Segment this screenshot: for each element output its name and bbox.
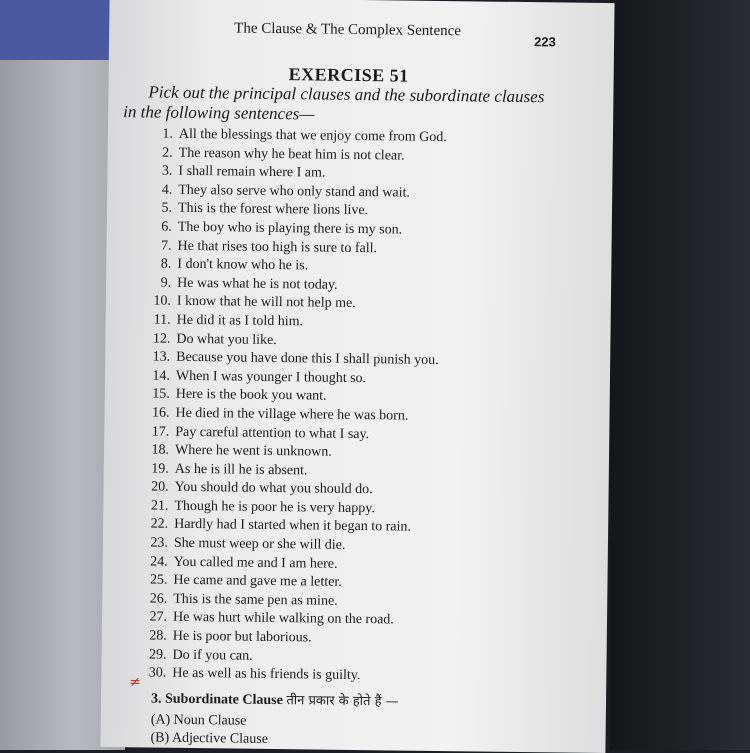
sentence-text: He was what he is not today.	[177, 275, 338, 293]
sentence-text: He did it as I told him.	[176, 312, 304, 330]
sentence-text: The reason why he beat him is not clear.	[178, 145, 405, 164]
sentence-number: 12.	[152, 331, 171, 347]
sentence-text: He is poor but laborious.	[172, 628, 312, 646]
section-heading-text: 3. Subordinate Clause	[150, 691, 283, 709]
sentence-number: 28.	[149, 628, 167, 644]
instruction-line-2: in the following sentences—	[123, 102, 315, 124]
sentence-number: 22.	[150, 516, 169, 533]
sentence-text: She must weep or she will die.	[173, 535, 346, 553]
sentence-text: Hardly had I started when it began to rain.	[174, 517, 411, 536]
sentence-text: Here is the book you want.	[175, 387, 327, 404]
sentence-text: When I was younger I thought so.	[175, 368, 367, 386]
sentence-text: This is the forest where lions live.	[177, 201, 369, 219]
sentence-text: I don't know who he is.	[177, 256, 309, 274]
clause-type-item: (B) Adjective Clause	[150, 730, 269, 747]
book-page	[100, 0, 614, 753]
clause-type-list	[150, 712, 268, 749]
sentence-number: 13.	[152, 349, 171, 365]
sentence-text: Because you have done this I shall punish you.	[176, 349, 439, 369]
sentence-number: 24.	[150, 554, 168, 570]
sentence-number: 20.	[151, 479, 169, 495]
sentence-number: 4.	[161, 182, 173, 198]
sentence-number: 7.	[160, 238, 172, 254]
sentence-number: 19.	[151, 461, 169, 477]
sentence-number: 30.	[148, 665, 167, 681]
dark-background	[610, 0, 750, 750]
sentence-number: 9.	[160, 275, 172, 291]
sentence-number: 3.	[161, 163, 173, 179]
sentence-number: 6.	[161, 219, 172, 235]
sentence-text: The boy who is playing there is my son.	[177, 219, 403, 238]
sentence-number: 17.	[151, 423, 170, 440]
sentence-number: 26.	[149, 591, 168, 607]
sentence-text: Do if you can.	[172, 647, 253, 664]
sentence-number: 1.	[162, 126, 174, 142]
sentence-number: 25.	[149, 572, 168, 588]
sentence-text: Though he is poor he is very happy.	[174, 498, 375, 517]
sentence-number: 8.	[160, 256, 172, 272]
exercise-title: EXERCISE 51	[288, 64, 409, 86]
section-heading	[151, 689, 399, 711]
sentence-number: 21.	[150, 498, 169, 514]
sentence-item	[141, 665, 541, 688]
sentence-text: Where he went is unknown.	[174, 442, 332, 460]
sentence-text: This is the same pen as mine.	[173, 591, 338, 609]
running-header: The Clause & The Complex Sentence	[234, 20, 462, 40]
sentence-number: 2.	[162, 145, 173, 161]
sentence-number: 23.	[150, 535, 169, 551]
sentence-text: He that rises too high is sure to fall.	[177, 238, 378, 256]
pen-mark: ≠	[129, 674, 142, 691]
sentence-number: 5.	[161, 200, 173, 217]
sentence-text: You called me and I am here.	[173, 554, 338, 572]
sentence-number: 27.	[149, 609, 168, 626]
sentence-text: Do what you like.	[176, 331, 277, 348]
sentence-text: I know that he will not help me.	[176, 294, 356, 312]
sentence-text: As he is ill he is absent.	[174, 461, 308, 479]
sentence-text: I shall remain where I am.	[178, 163, 326, 181]
sentence-text: Pay careful attention to what I say.	[175, 424, 370, 442]
sentence-text: He was hurt while walking on the road.	[172, 610, 394, 628]
sentence-text: He as well as his friends is guilty.	[172, 665, 361, 684]
sentence-text: He died in the village where he was born.	[175, 405, 409, 424]
section-heading-hindi: तीन प्रकार के होते हैं —	[286, 693, 399, 710]
sentence-text: They also serve who only stand and wait.	[178, 182, 411, 201]
sentence-number: 10.	[153, 293, 171, 310]
sentence-text: You should do what you should do.	[174, 480, 373, 498]
sentence-list	[141, 125, 548, 688]
sentence-number: 18.	[151, 442, 170, 458]
exercise-instruction	[123, 82, 553, 127]
sentence-number: 15.	[152, 386, 170, 403]
clause-type-item: (A) Noun Clause	[150, 712, 247, 729]
sentence-text: All the blessings that we enjoy come from God.	[178, 126, 447, 146]
instruction-line-1: Pick out the principal clauses and the subordinate clauses	[148, 82, 545, 107]
sentence-number: 11.	[153, 312, 171, 328]
sentence-number: 29.	[148, 647, 167, 663]
sentence-text: He came and gave me a letter.	[173, 573, 342, 591]
page-number: 223	[533, 34, 556, 50]
sentence-number: 14.	[152, 368, 171, 384]
sentence-number: 16.	[151, 405, 170, 421]
